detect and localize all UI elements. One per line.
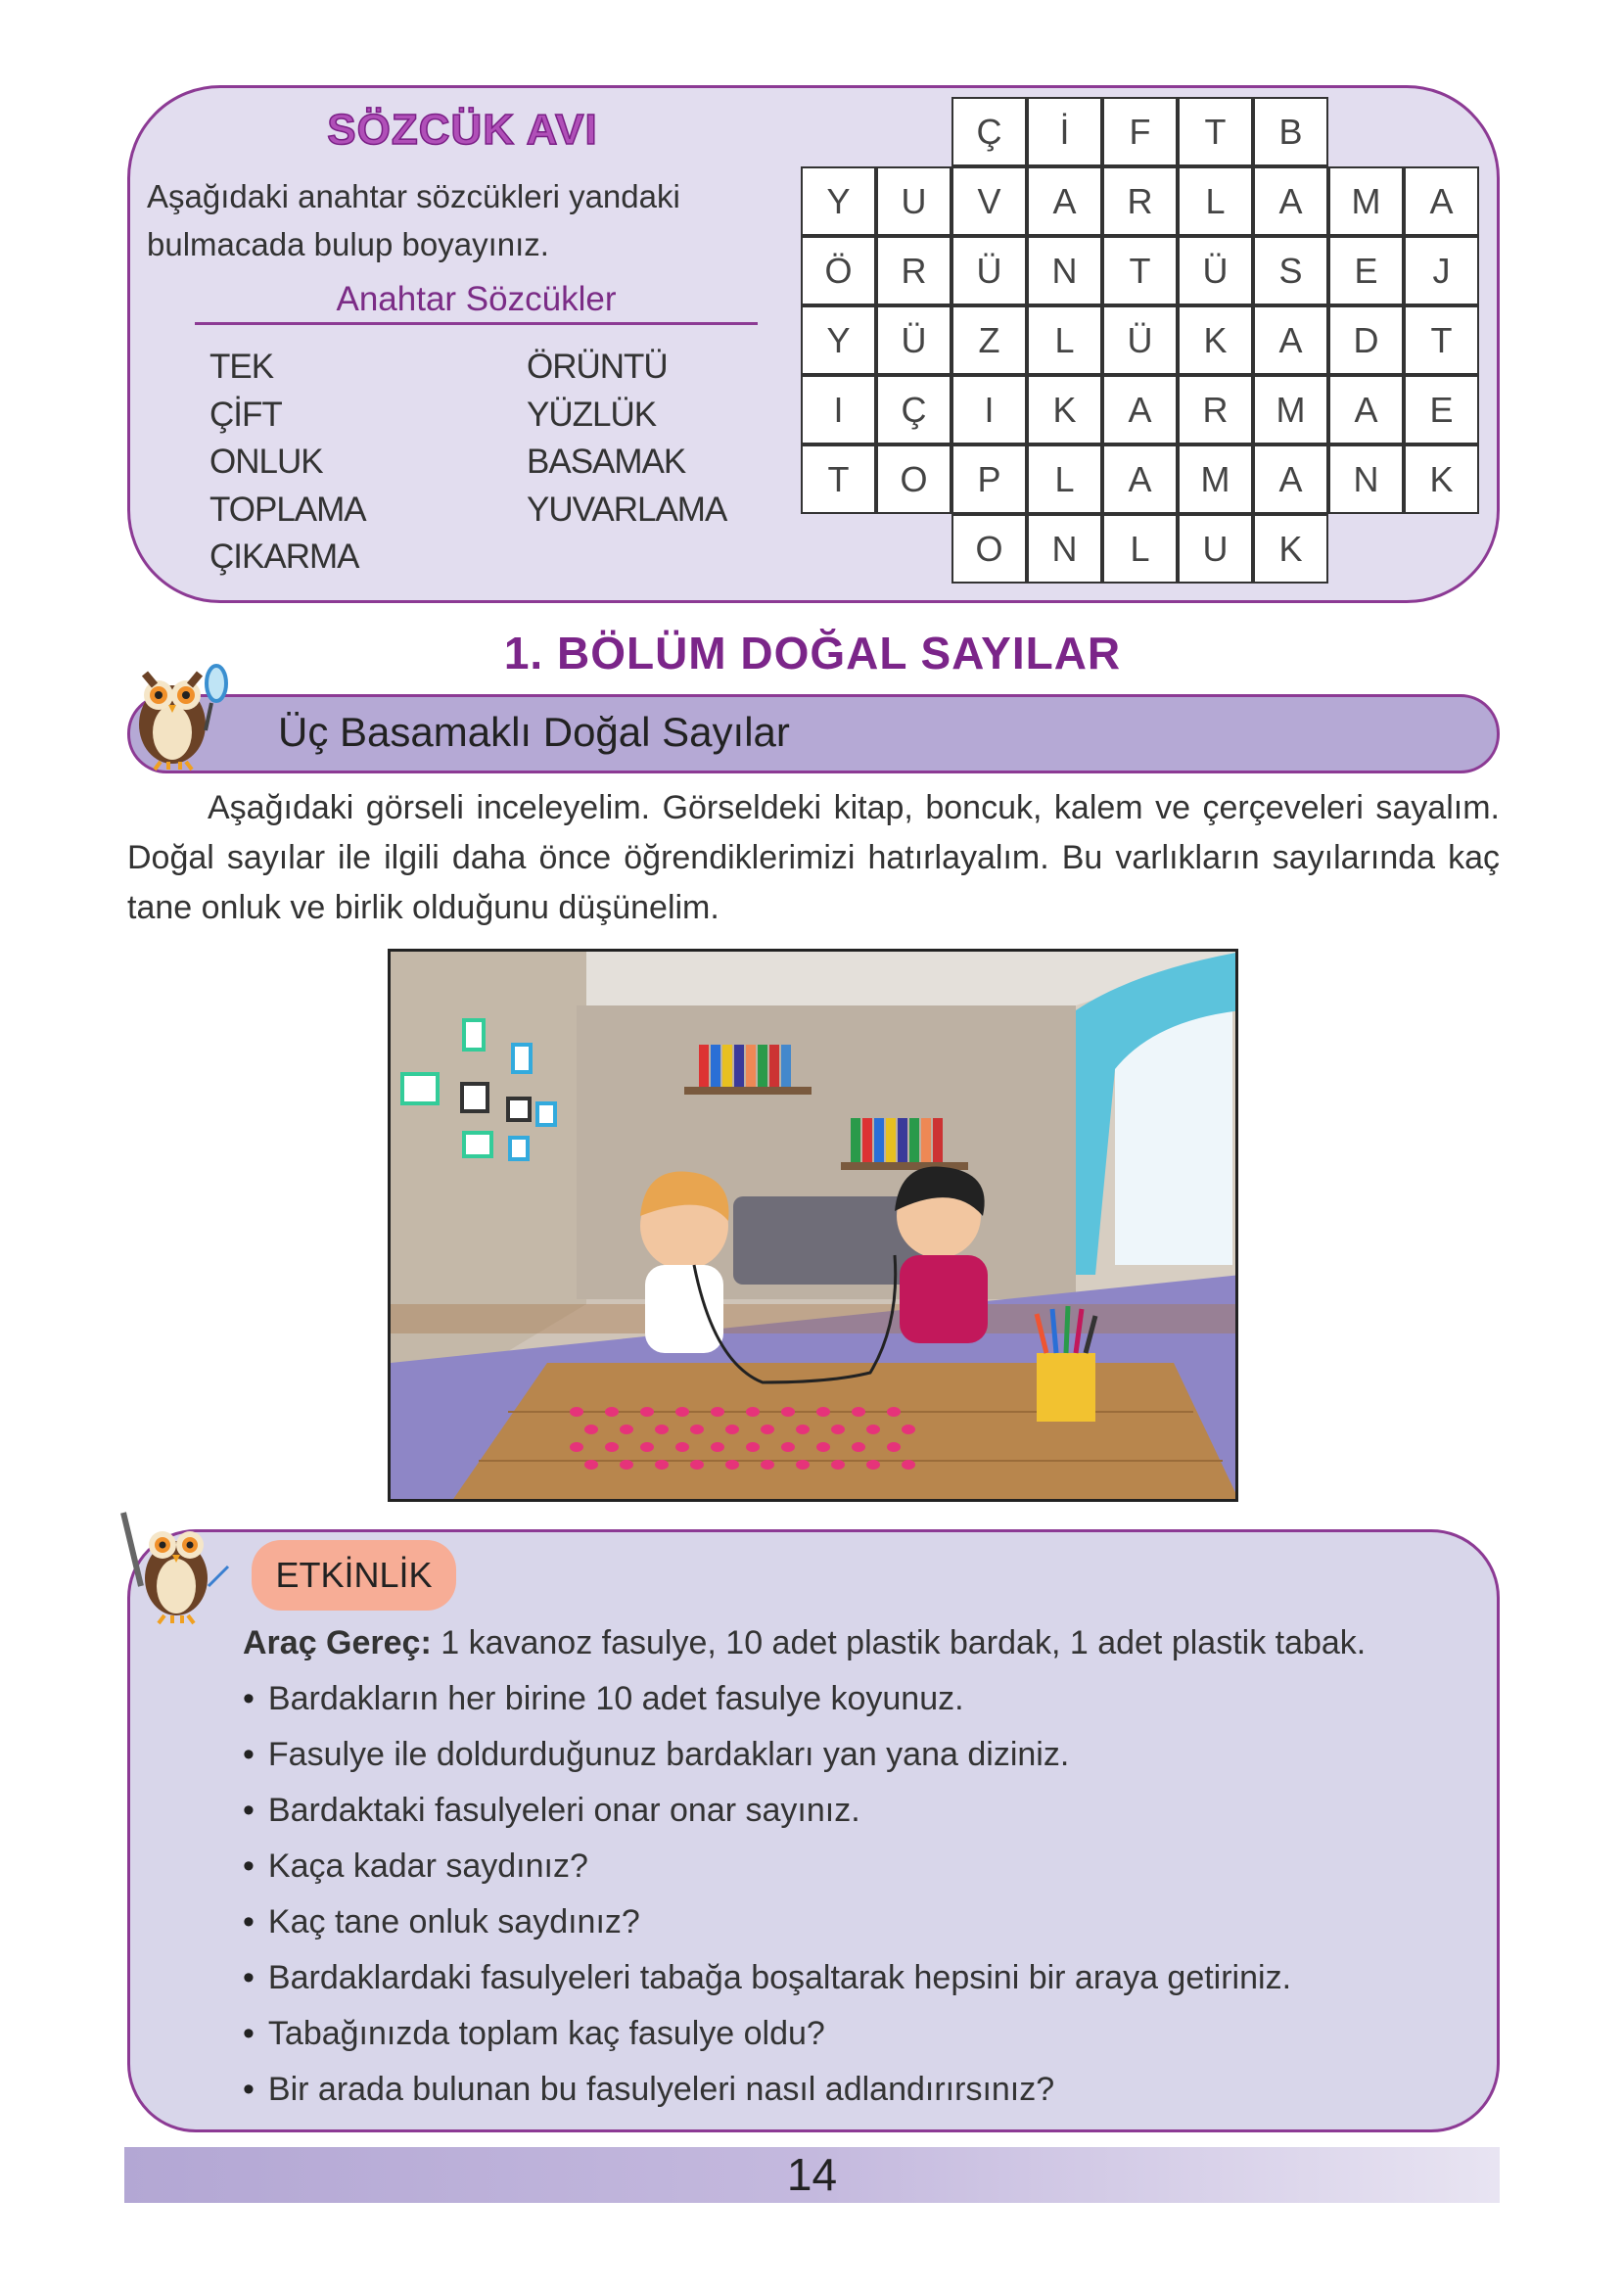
keyword: BASAMAK [527, 443, 686, 481]
bead [746, 1442, 760, 1452]
bead [675, 1442, 689, 1452]
grid-cell[interactable]: R [1178, 375, 1253, 444]
intro-paragraph: Aşağıdaki görseli inceleyelim. Görseldeki kitap, boncuk, kalem ve çerçeveleri sayalım. Doğal sayılar ile ilgili daha önce öğrendiklerimizi hatırlayalım. Bu varlıkların sayılarında kaç tane onluk ve birlik olduğunu düşünelim. [127, 789, 1500, 926]
bead [746, 1407, 760, 1417]
grid-cell[interactable]: K [1027, 375, 1102, 444]
grid-cell[interactable]: A [1253, 166, 1328, 236]
keyword: ÇIKARMA [209, 538, 359, 576]
grid-cell[interactable]: T [1178, 97, 1253, 166]
keyword: ÖRÜNTÜ [527, 348, 668, 386]
grid-cell[interactable]: M [1253, 375, 1328, 444]
grid-cell[interactable]: O [951, 514, 1027, 584]
bead [620, 1425, 633, 1434]
grid-cell[interactable]: Ç [876, 375, 951, 444]
activity-step: • Kaç tane onluk saydınız? [243, 1894, 1476, 1950]
owl-magnifier-icon [125, 654, 243, 771]
bead [570, 1407, 583, 1417]
activity-step: • Fasulye ile doldurduğunuz bardakları yan yana diziniz. [243, 1727, 1476, 1783]
owl-teacher-icon [116, 1508, 243, 1625]
grid-cell[interactable]: E [1328, 236, 1404, 305]
grid-cell[interactable]: M [1328, 166, 1404, 236]
grid-cell[interactable]: N [1328, 444, 1404, 514]
activity-step: • Bir arada bulunan bu fasulyeleri nasıl adlandırırsınız? [243, 2062, 1476, 2118]
keyword: YÜZLÜK [527, 395, 657, 434]
bead [816, 1407, 830, 1417]
grid-cell[interactable]: A [1102, 444, 1178, 514]
grid-cell[interactable]: Ç [951, 97, 1027, 166]
bead [816, 1442, 830, 1452]
grid-cell[interactable]: K [1404, 444, 1479, 514]
activity-step: • Bardakların her birine 10 adet fasulye koyunuz. [243, 1671, 1476, 1727]
materials-label: Araç Gereç: [243, 1624, 432, 1661]
grid-cell[interactable]: D [1328, 305, 1404, 375]
bead [655, 1425, 669, 1434]
grid-cell[interactable]: A [1404, 166, 1479, 236]
bead [831, 1460, 845, 1470]
bead [887, 1407, 901, 1417]
bead [605, 1407, 619, 1417]
grid-cell[interactable]: İ [1027, 97, 1102, 166]
page-number: 14 [786, 2149, 838, 2200]
keywords-divider [195, 322, 758, 325]
grid-cell[interactable]: U [876, 166, 951, 236]
bead [725, 1460, 739, 1470]
bead [711, 1442, 724, 1452]
grid-cell[interactable]: K [1178, 305, 1253, 375]
bead [711, 1407, 724, 1417]
activity-content [243, 1615, 1476, 2118]
grid-cell[interactable]: L [1027, 305, 1102, 375]
bead [852, 1407, 865, 1417]
instruction-line: Aşağıdaki anahtar sözcükleri yandaki [147, 178, 680, 214]
grid-cell[interactable]: O [876, 444, 951, 514]
bead [605, 1442, 619, 1452]
word-hunt-instruction [147, 172, 773, 268]
grid-cell[interactable]: N [1027, 236, 1102, 305]
grid-cell[interactable]: U [1178, 514, 1253, 584]
activity-step: • Kaça kadar saydınız? [243, 1839, 1476, 1894]
grid-cell[interactable]: I [801, 375, 876, 444]
grid-cell[interactable]: Ü [876, 305, 951, 375]
keyword: TEK [209, 348, 274, 386]
bead [620, 1460, 633, 1470]
bead [690, 1460, 704, 1470]
grid-cell[interactable]: K [1253, 514, 1328, 584]
grid-cell[interactable]: Y [801, 305, 876, 375]
activity-step: • Tabağınızda toplam kaç fasulye oldu? [243, 2006, 1476, 2062]
grid-cell[interactable]: Ü [951, 236, 1027, 305]
grid-cell[interactable]: A [1253, 305, 1328, 375]
bead [675, 1407, 689, 1417]
bead [796, 1425, 810, 1434]
grid-cell[interactable]: A [1328, 375, 1404, 444]
grid-cell[interactable]: F [1102, 97, 1178, 166]
grid-cell[interactable]: R [1102, 166, 1178, 236]
grid-cell[interactable]: L [1102, 514, 1178, 584]
grid-cell[interactable]: A [1102, 375, 1178, 444]
bead [761, 1425, 774, 1434]
instruction-line: bulmacada bulup boyayınız. [147, 226, 549, 262]
bead [655, 1460, 669, 1470]
bead [725, 1425, 739, 1434]
grid-cell[interactable]: I [951, 375, 1027, 444]
section-title: Üç Basamaklı Doğal Sayılar [278, 709, 790, 755]
grid-cell[interactable]: T [1102, 236, 1178, 305]
grid-cell[interactable]: E [1404, 375, 1479, 444]
grid-cell[interactable]: Z [951, 305, 1027, 375]
grid-cell[interactable]: Y [801, 166, 876, 236]
classroom-illustration [388, 949, 1238, 1502]
bead [902, 1425, 915, 1434]
materials-text: 1 kavanoz fasulye, 10 adet plastik bardak, 1 adet plastik tabak. [431, 1624, 1367, 1661]
bead [831, 1425, 845, 1434]
bead [852, 1442, 865, 1452]
bead [570, 1442, 583, 1452]
grid-cell[interactable]: V [951, 166, 1027, 236]
grid-cell[interactable]: Ü [1178, 236, 1253, 305]
chapter-title: 1. BÖLÜM DOĞAL SAYILAR [503, 628, 1122, 678]
grid-cell[interactable]: A [1027, 166, 1102, 236]
grid-cell[interactable]: R [876, 236, 951, 305]
bead [690, 1425, 704, 1434]
bead [781, 1442, 795, 1452]
bead [866, 1460, 880, 1470]
bead [887, 1442, 901, 1452]
grid-cell[interactable]: J [1404, 236, 1479, 305]
grid-cell[interactable]: L [1178, 166, 1253, 236]
activity-step: • Bardaklardaki fasulyeleri tabağa boşaltarak hepsini bir araya getiriniz. [243, 1950, 1476, 2006]
grid-cell[interactable]: T [1404, 305, 1479, 375]
bead [584, 1425, 598, 1434]
grid-cell[interactable]: Ü [1102, 305, 1178, 375]
keyword: TOPLAMA [209, 490, 366, 529]
grid-cell[interactable]: N [1027, 514, 1102, 584]
activity-label: ETKİNLİK [252, 1540, 456, 1611]
bead [640, 1407, 654, 1417]
grid-cell[interactable]: B [1253, 97, 1328, 166]
bead [902, 1460, 915, 1470]
grid-cell[interactable]: P [951, 444, 1027, 514]
keyword: YUVARLAMA [527, 490, 727, 529]
word-hunt-title: SÖZCÜK AVI [327, 106, 598, 154]
bead [761, 1460, 774, 1470]
keyword: ÇİFT [209, 395, 282, 434]
bead [866, 1425, 880, 1434]
keyword: ONLUK [209, 443, 323, 481]
bead [640, 1442, 654, 1452]
grid-cell[interactable]: Ö [801, 236, 876, 305]
grid-cell[interactable]: A [1253, 444, 1328, 514]
grid-cell[interactable]: M [1178, 444, 1253, 514]
bead [796, 1460, 810, 1470]
grid-cell[interactable]: T [801, 444, 876, 514]
grid-cell[interactable]: L [1027, 444, 1102, 514]
activity-step: • Bardaktaki fasulyeleri onar onar sayınız. [243, 1783, 1476, 1839]
keywords-title: Anahtar Sözcükler [336, 280, 617, 318]
bead [584, 1460, 598, 1470]
bead [781, 1407, 795, 1417]
grid-cell[interactable]: S [1253, 236, 1328, 305]
